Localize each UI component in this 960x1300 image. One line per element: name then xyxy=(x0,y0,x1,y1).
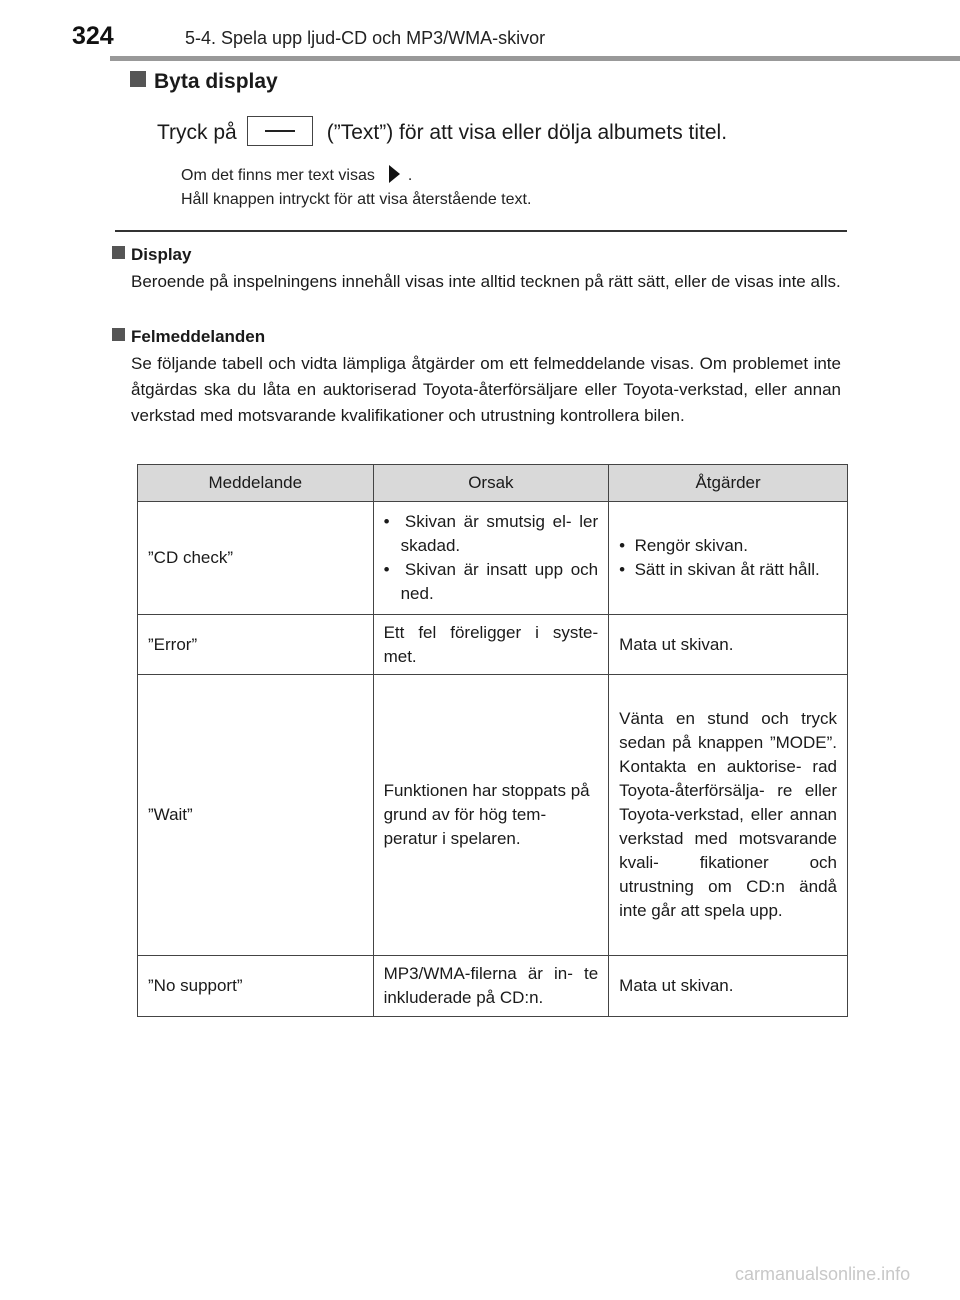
table-row xyxy=(138,675,848,956)
action-cell: Vänta en stund och tryck sedan på knappen ”MODE”. Kontakta en auktorise- rad Toyota-återförsälja- re eller Toyota-verkstad, eller annan verkstad med motsvarande kvali- fikationer och utrustning om CD:n ändå inte går att spela upp. xyxy=(609,675,848,956)
square-bullet-icon xyxy=(112,328,125,341)
instruction-line xyxy=(157,116,727,146)
cause-cell: MP3/WMA-filerna är in- te inkluderade på CD:n. xyxy=(373,956,609,1017)
table-header-row xyxy=(138,465,848,502)
header-actions: Åtgärder xyxy=(609,465,848,502)
instruction-before: Tryck på xyxy=(157,121,237,144)
header-cause: Orsak xyxy=(373,465,609,502)
message-cell: ”No support” xyxy=(138,956,374,1017)
cause-cell xyxy=(373,502,609,615)
table-row xyxy=(138,956,848,1017)
section-heading xyxy=(130,70,278,94)
header-rule xyxy=(110,56,960,61)
message-cell: ”Error” xyxy=(138,615,374,675)
table-row xyxy=(138,502,848,615)
list-item: • Rengör skivan. xyxy=(619,536,748,555)
square-bullet-icon xyxy=(112,246,125,259)
error-heading xyxy=(112,327,265,347)
section-divider xyxy=(115,230,847,232)
table-row xyxy=(138,615,848,675)
right-arrow-icon xyxy=(389,165,400,183)
display-paragraph: Beroende på inspelningens innehåll visas inte alltid tecknen på rätt sätt, eller de visas inte alls. xyxy=(131,272,841,291)
error-heading-text: Felmeddelanden xyxy=(131,327,266,346)
note1-end: . xyxy=(407,167,413,184)
error-table xyxy=(137,464,848,1017)
instruction-after: (”Text”) för att visa eller dölja albumets titel. xyxy=(326,121,728,144)
chapter-title: 5-4. Spela upp ljud-CD och MP3/WMA-skivor xyxy=(185,28,546,48)
action-cell: Mata ut skivan. xyxy=(609,956,848,1017)
error-paragraph: Se följande tabell och vidta lämpliga åtgärder om ett felmeddelande visas. Om problemet inte åtgärdas ska du låta en auktoriserad Toyota-återförsäljare eller Toyota-verkstad, eller annan verkstad med motsvarande kvalifikationer och utrustning kontrollera bilen. xyxy=(131,354,841,425)
list-item: • Sätt in skivan åt rätt håll. xyxy=(619,560,820,579)
note-more-text xyxy=(181,165,412,185)
header-message: Meddelande xyxy=(138,465,374,502)
list-item: • Skivan är insatt upp och ned. xyxy=(383,560,599,603)
display-heading xyxy=(112,245,191,265)
cause-cell: Ett fel föreligger i syste- met. xyxy=(373,615,609,675)
text-key-icon xyxy=(247,116,313,146)
note-hold-button: Håll knappen intryckt för att visa återstående text. xyxy=(181,191,532,208)
display-heading-text: Display xyxy=(131,245,192,264)
action-cell xyxy=(609,502,848,615)
list-item: • Skivan är smutsig el- ler skadad. xyxy=(383,512,599,555)
section-title: Byta display xyxy=(154,70,278,93)
square-bullet-icon xyxy=(130,71,146,87)
page-header xyxy=(0,0,960,60)
page-number: 324 xyxy=(72,22,114,50)
message-cell: ”CD check” xyxy=(138,502,374,615)
action-cell: Mata ut skivan. xyxy=(609,615,848,675)
watermark: carmanualsonline.info xyxy=(735,1264,911,1284)
note1-text: Om det finns mer text visas xyxy=(181,167,375,184)
cause-cell: Funktionen har stoppats på grund av för hög tem- peratur i spelaren. xyxy=(373,675,609,956)
message-cell: ”Wait” xyxy=(138,675,374,956)
